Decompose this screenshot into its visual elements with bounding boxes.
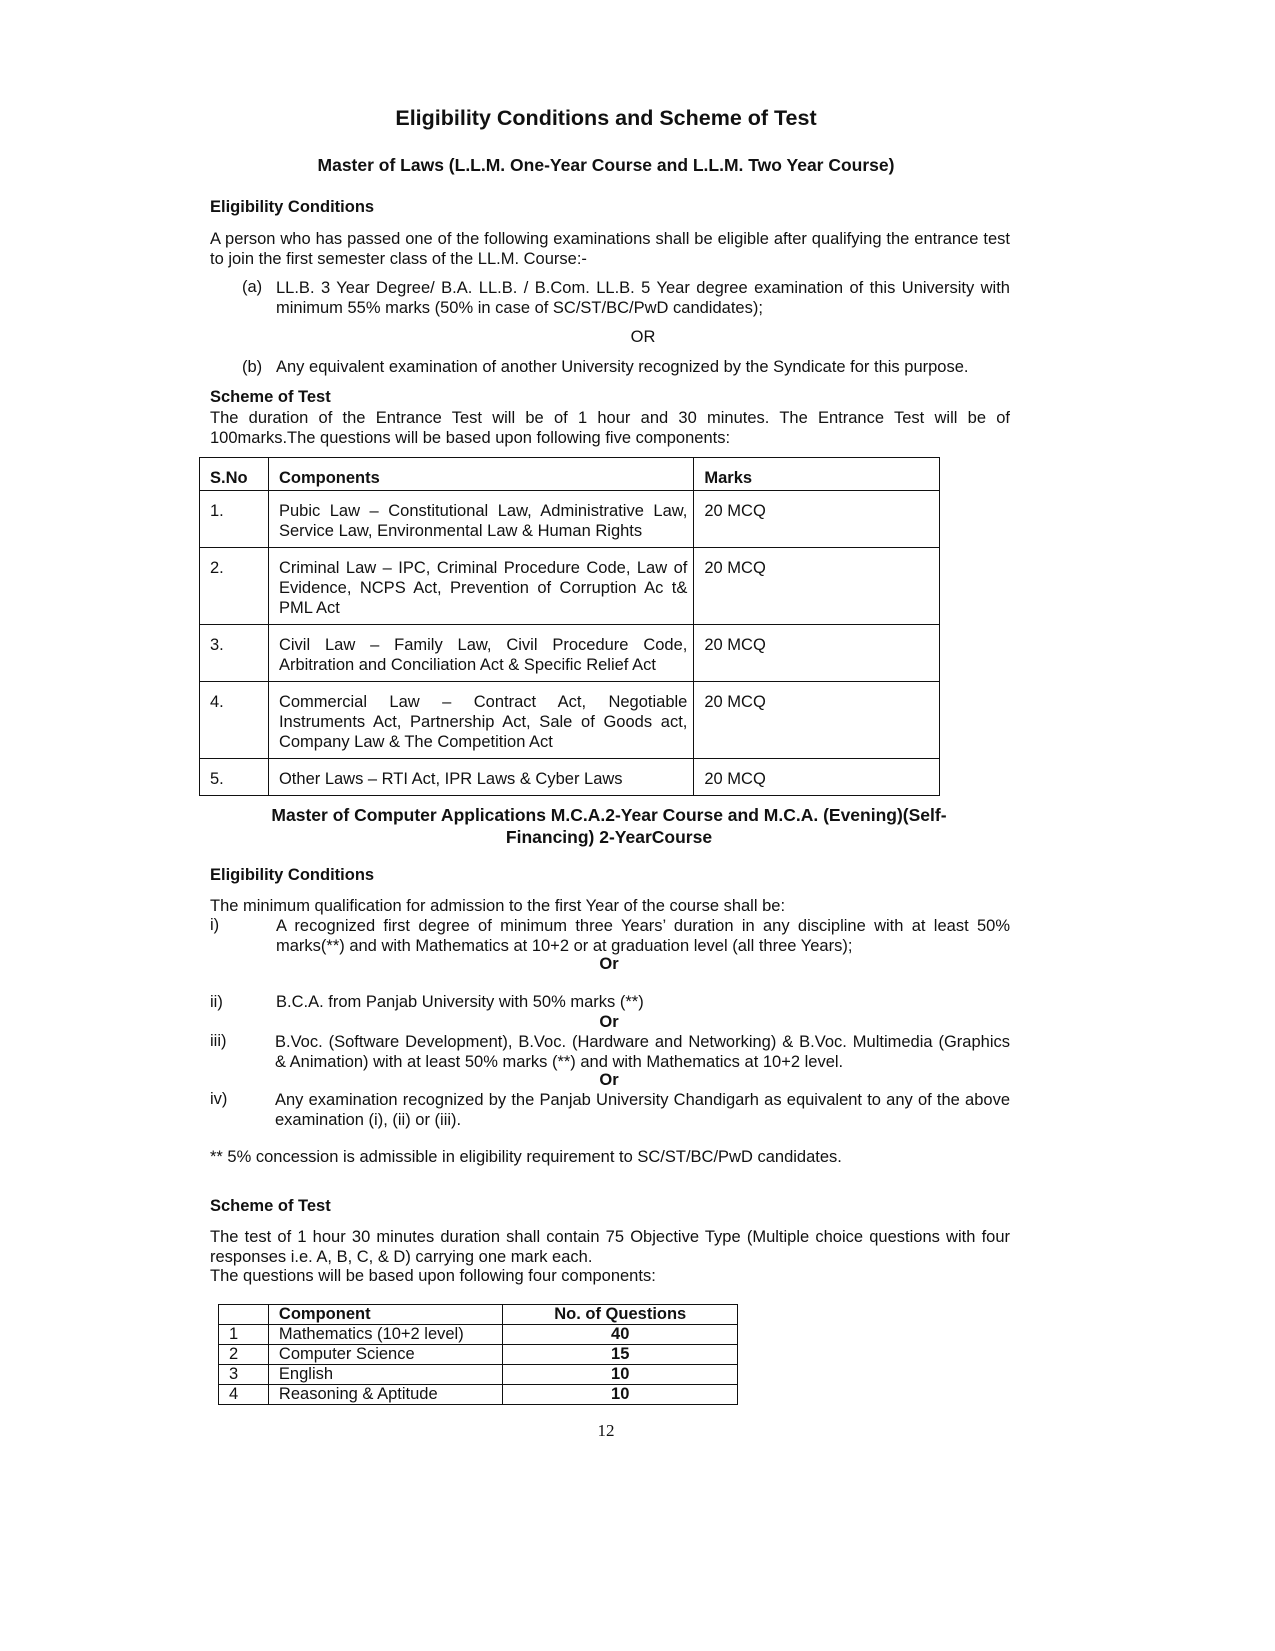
header-questions: No. of Questions (503, 1305, 738, 1325)
cell-sno: 4. (200, 682, 269, 759)
mca-scheme-text: The test of 1 hour 30 minutes duration shall contain 75 Objective Type (Multiple choice questions with four responses i.e. A, B, C, & D) carrying one mark each. (210, 1228, 1010, 1266)
mca-item-ii-marker: ii) (210, 993, 223, 1011)
header-component: Component (268, 1305, 503, 1325)
cell-sno: 1. (200, 491, 269, 548)
cell-sno: 3 (219, 1365, 269, 1385)
cell-questions: 10 (503, 1365, 738, 1385)
llm-intro: A person who has passed one of the following examinations shall be eligible after qualifying the entrance test to join the first semester class of the LL.M. Course:- (210, 230, 1010, 268)
cell-component: Commercial Law – Contract Act, Negotiable Instruments Act, Partnership Act, Sale of Goods act, Company Law & The Competition Act (268, 682, 693, 759)
cell-marks: 20 MCQ (694, 625, 940, 682)
mca-eligibility-heading: Eligibility Conditions (210, 866, 375, 884)
table-row (200, 491, 940, 548)
mca-item-iv-marker: iv) (210, 1090, 228, 1108)
cell-sno: 3. (200, 625, 269, 682)
mca-components-table (218, 1304, 738, 1405)
mca-intro: The minimum qualification for admission to the first Year of the course shall be: (210, 897, 786, 915)
cell-marks: 20 MCQ (694, 548, 940, 625)
header-marks: Marks (694, 458, 940, 491)
llm-scheme-heading: Scheme of Test (210, 388, 331, 406)
cell-sno: 2. (200, 548, 269, 625)
header-sno: S.No (200, 458, 269, 491)
table-row (219, 1365, 738, 1385)
cell-sno: 4 (219, 1385, 269, 1405)
cell-marks: 20 MCQ (694, 491, 940, 548)
cell-component: Mathematics (10+2 level) (268, 1325, 503, 1345)
cell-questions: 15 (503, 1345, 738, 1365)
mca-scheme-heading: Scheme of Test (210, 1197, 331, 1215)
table-row (219, 1385, 738, 1405)
cell-component: English (268, 1365, 503, 1385)
mca-heading (0, 804, 1218, 848)
llm-item-a-marker: (a) (242, 278, 263, 296)
llm-or: OR (630, 328, 656, 346)
cell-component: Pubic Law – Constitutional Law, Administrative Law, Service Law, Environmental Law & Human Rights (268, 491, 693, 548)
mca-item-iii-text: B.Voc. (Software Development), B.Voc. (Hardware and Networking) & B.Voc. Multimedia (Graphics & Animation) with at least 50% marks (**) and with Mathematics at 10+2 level. (275, 1033, 1010, 1071)
page-number: 12 (597, 1421, 615, 1440)
header-components: Components (268, 458, 693, 491)
table-row (219, 1345, 738, 1365)
mca-heading-line2: Financing) 2-YearCourse (505, 827, 713, 847)
cell-sno: 1 (219, 1325, 269, 1345)
mca-item-i-marker: i) (210, 916, 220, 934)
llm-item-b-marker: (b) (242, 358, 263, 376)
mca-item-i-text: A recognized first degree of minimum three Years’ duration in any discipline with at least 50% marks(**) and with Mathematics at 10+2 or at graduation level (all three Years); (276, 917, 1010, 955)
mca-scheme-text2: The questions will be based upon following four components: (210, 1267, 656, 1285)
table-row (200, 625, 940, 682)
cell-questions: 10 (503, 1385, 738, 1405)
cell-component: Other Laws – RTI Act, IPR Laws & Cyber Laws (268, 759, 693, 796)
llm-components-table (199, 457, 940, 796)
llm-item-b-text: Any equivalent examination of another University recognized by the Syndicate for this purpose. (276, 358, 969, 376)
mca-or-2: Or (599, 1013, 619, 1031)
table-header-row (200, 458, 940, 491)
header-sno (219, 1305, 269, 1325)
mca-or-3: Or (599, 1071, 619, 1089)
mca-heading-line1: Master of Computer Applications M.C.A.2-Year Course and M.C.A. (Evening)(Self- (271, 805, 947, 825)
table-row (200, 759, 940, 796)
cell-component: Criminal Law – IPC, Criminal Procedure Code, Law of Evidence, NCPS Act, Prevention of Corruption Ac t& PML Act (268, 548, 693, 625)
mca-item-ii-text: B.C.A. from Panjab University with 50% marks (**) (276, 993, 644, 1011)
llm-eligibility-heading: Eligibility Conditions (210, 198, 375, 216)
cell-component: Reasoning & Aptitude (268, 1385, 503, 1405)
mca-or-1: Or (599, 955, 619, 973)
llm-heading: Master of Laws (L.L.M. One-Year Course and L.L.M. Two Year Course) (317, 155, 895, 175)
mca-concession-note: ** 5% concession is admissible in eligibility requirement to SC/ST/BC/PwD candidates. (210, 1148, 842, 1166)
cell-component: Computer Science (268, 1345, 503, 1365)
cell-marks: 20 MCQ (694, 759, 940, 796)
llm-item-a-text: LL.B. 3 Year Degree/ B.A. LL.B. / B.Com. LL.B. 5 Year degree examination of this University with minimum 55% marks (50% in case of SC/ST/BC/PwD candidates); (276, 279, 1010, 317)
table-row (200, 682, 940, 759)
cell-sno: 5. (200, 759, 269, 796)
table-row (200, 548, 940, 625)
table-header-row (219, 1305, 738, 1325)
cell-component: Civil Law – Family Law, Civil Procedure Code, Arbitration and Conciliation Act & Specific Relief Act (268, 625, 693, 682)
table-row (219, 1325, 738, 1345)
mca-item-iv-text: Any examination recognized by the Panjab University Chandigarh as equivalent to any of the above examination (i), (ii) or (iii). (275, 1091, 1010, 1129)
cell-questions: 40 (503, 1325, 738, 1345)
mca-item-iii-marker: iii) (210, 1032, 227, 1050)
llm-scheme-text: The duration of the Entrance Test will be of 1 hour and 30 minutes. The Entrance Test will be of 100marks.The questions will be based upon following five components: (210, 409, 1010, 447)
cell-marks: 20 MCQ (694, 682, 940, 759)
cell-sno: 2 (219, 1345, 269, 1365)
page-title: Eligibility Conditions and Scheme of Test (395, 106, 817, 130)
